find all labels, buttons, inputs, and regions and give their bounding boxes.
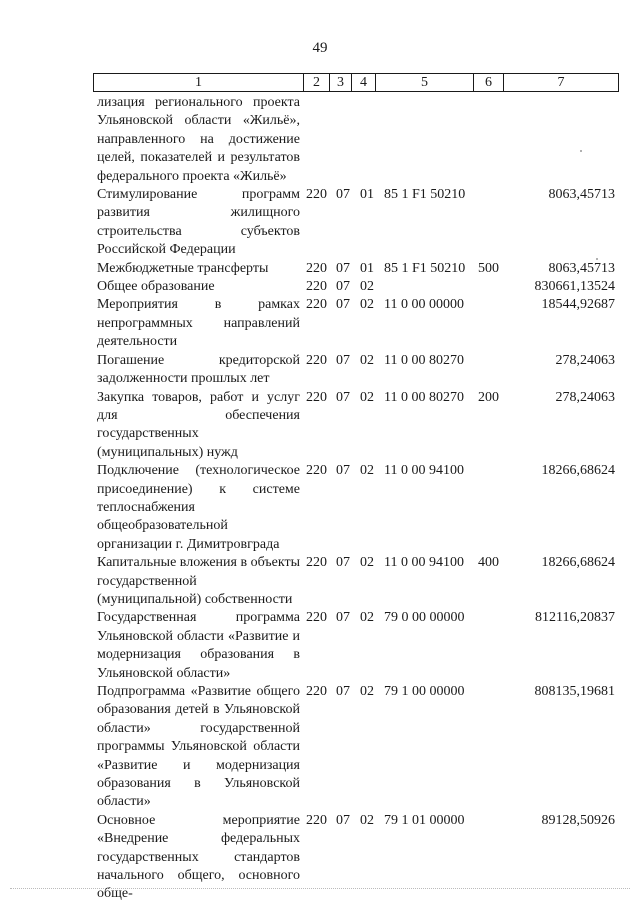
header-col-3: 3 [330,74,352,91]
row-code-4: 02 [360,812,374,828]
row-code-4: 02 [360,610,374,626]
page-bottom-edge [10,888,630,889]
row-amount: 8063,45713 [548,260,615,276]
row-description: Погашение кредиторской задолженности прошлых лет [97,352,300,387]
row-amount: 18544,92687 [541,297,615,313]
row-description: Государственная программа Ульяновской области «Развитие и модернизация образования в Ульяновской области» [97,610,300,681]
table-row [97,278,617,296]
row-amount: 812116,20837 [535,610,615,626]
row-code-2: 220 [306,463,327,479]
table-row [97,296,617,351]
scan-speck [596,258,598,260]
row-code-4: 02 [360,389,374,405]
header-col-2: 2 [304,74,330,91]
header-col-4: 4 [352,74,376,91]
row-code-2: 220 [306,187,327,203]
table-header [93,73,619,92]
row-amount: 8063,45713 [548,187,615,203]
row-code-2: 220 [306,555,327,571]
row-code-2: 220 [306,297,327,313]
row-code-4: 02 [360,684,374,699]
table-row [97,462,617,554]
row-amount: 89128,50926 [541,812,615,828]
row-description: Межбюджетные трансферты [97,260,269,276]
row-description: Общее образование [97,279,215,295]
row-code-6: 200 [478,389,499,405]
row-code-3: 07 [336,812,350,828]
row-code-5: 79 1 01 00000 [384,812,465,828]
row-code-5: 85 1 F1 50210 [384,260,466,276]
row-code-4: 02 [360,297,374,313]
row-code-4: 02 [360,555,374,571]
row-amount: 278,24063 [555,352,615,368]
row-description: Капитальные вложения в объекты государственной (муниципальной) собственности [97,555,300,607]
row-code-2: 220 [306,279,327,295]
row-amount: 278,24063 [555,389,615,405]
row-code-3: 07 [336,279,350,295]
row-code-2: 220 [306,684,327,699]
table-row [97,554,617,609]
row-code-2: 220 [306,352,327,368]
row-code-4: 02 [360,352,374,368]
row-code-3: 07 [336,555,350,571]
row-description: Подпрограмма «Развитие общего образования детей в Ульяновской области» государственной программы Ульяновской области «Развитие и модернизация образования в Ульяновской области» [97,684,300,810]
row-description: Закупка товаров, работ и услуг для обеспечения государственных (муниципальных) нужд [97,389,300,460]
table-row [97,683,617,812]
header-col-7: 7 [557,75,565,90]
row-code-5: 11 0 00 80270 [384,352,464,368]
row-code-3: 07 [336,260,350,276]
row-code-4: 01 [360,260,374,276]
header-col-1: 1 [94,74,304,91]
header-col-5: 5 [376,74,474,91]
row-code-5: 11 0 00 94100 [384,555,464,571]
row-code-5: 11 0 00 94100 [384,463,464,479]
row-description: Мероприятия в рамках непрограммных направлений деятельности [97,297,300,350]
row-code-5: 11 0 00 00000 [384,297,464,313]
row-code-2: 220 [306,610,327,626]
row-code-4: 02 [360,279,374,295]
row-code-4: 02 [360,463,374,479]
row-code-3: 07 [336,297,350,313]
table-row [97,186,617,260]
row-amount: 18266,68624 [541,463,615,479]
table-row [97,352,617,389]
table-row [97,94,617,186]
row-code-5: 79 0 00 00000 [384,610,465,626]
row-code-2: 220 [306,389,327,405]
row-description: Основное мероприятие «Внедрение федеральных государственных стандартов начального общего, основного обще- [97,812,300,902]
row-code-6: 400 [478,555,499,571]
table-row [97,609,617,683]
row-code-3: 07 [336,187,350,203]
row-code-6: 500 [478,260,499,276]
row-code-5: 11 0 00 80270 [384,389,464,405]
row-code-2: 220 [306,260,327,276]
row-amount: 808135,19681 [534,684,615,699]
page-number: 49 [312,40,328,56]
row-description: Стимулирование программ развития жилищного строительства субъектов Российской Федерации [97,187,300,258]
row-code-3: 07 [336,684,350,699]
header-col-6: 6 [474,74,504,91]
row-code-5: 85 1 F1 50210 [384,187,466,203]
row-description: лизация регионального проекта Ульяновской области «Жильё», направленного на достижение целей, показателей и результатов федерального проекта «Жильё» [97,95,300,184]
row-description: Подключение (технологическое присоединение) к системе теплоснабжения общеобразовательной организации г. Димитровграда [97,463,300,552]
row-code-5: 79 1 00 00000 [384,684,465,699]
table-row [97,260,617,278]
row-code-3: 07 [336,352,350,368]
row-code-2: 220 [306,812,327,828]
row-amount: 830661,13524 [534,279,615,295]
row-code-3: 07 [336,463,350,479]
table-row [97,812,617,904]
scan-speck [580,150,582,152]
table-row [97,389,617,463]
table-body [97,94,617,904]
row-code-3: 07 [336,389,350,405]
row-code-4: 01 [360,187,374,203]
row-code-3: 07 [336,610,350,626]
row-amount: 18266,68624 [541,555,615,571]
